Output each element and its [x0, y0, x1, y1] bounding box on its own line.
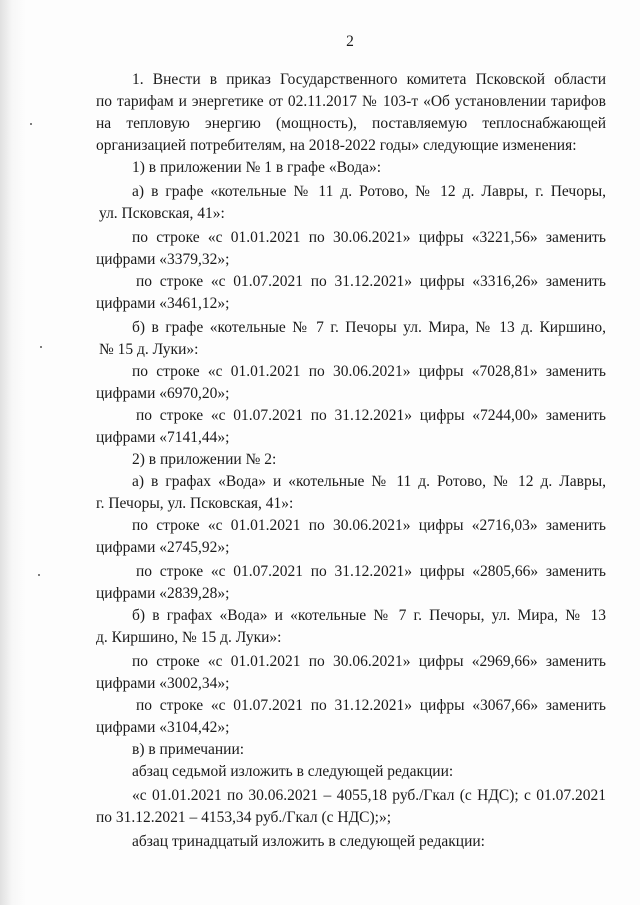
text-line: цифрами «3461,12»;	[96, 295, 230, 312]
text-line: по строке «с 01.07.2021 по 31.12.2021» цифры «3067,66» заменить	[136, 697, 606, 714]
text-line: по строке «с 01.07.2021 по 31.12.2021» цифры «7244,00» заменить	[136, 407, 606, 424]
text-line: абзац седьмой изложить в следующей редакции:	[132, 763, 454, 780]
scan-left-edge-shadow	[0, 0, 26, 905]
text-line: по тарифам и энергетике от 02.11.2017 № 103-т «Об установлении тарифов	[96, 93, 606, 110]
scan-artifact-dot	[38, 574, 40, 576]
text-line: б) в графах «Вода» и «котельные № 7 г. Печоры, ул. Мира, № 13	[132, 607, 606, 624]
text-line: по строке «с 01.01.2021 по 30.06.2021» цифры «2716,03» заменить	[132, 517, 606, 534]
text-line: «с 01.01.2021 по 30.06.2021 – 4055,18 руб./Гкал (с НДС); с 01.07.2021	[132, 787, 606, 804]
scan-artifact-dot	[40, 346, 42, 348]
text-line: № 15 д. Луки»:	[99, 341, 199, 358]
page-number: 2	[346, 33, 354, 50]
text-line: на тепловую энергию (мощность), поставляемую теплоснабжающей	[96, 115, 606, 132]
text-line: по строке «с 01.01.2021 по 30.06.2021» цифры «2969,66» заменить	[132, 653, 606, 670]
text-line: ул. Псковская, 41»:	[99, 205, 225, 222]
text-line: 1. Внести в приказ Государственного комитета Псковской области	[132, 71, 606, 88]
text-line: г. Печоры, ул. Псковская, 41»:	[96, 495, 294, 512]
text-line: по строке «с 01.07.2021 по 31.12.2021» цифры «3316,26» заменить	[136, 273, 606, 290]
text-line: по 31.12.2021 – 4153,34 руб./Гкал (с НДС);»;	[96, 809, 392, 826]
text-line: по строке «с 01.07.2021 по 31.12.2021» цифры «2805,66» заменить	[136, 563, 606, 580]
text-line: цифрами «3379,32»;	[96, 251, 230, 268]
text-line: цифрами «2839,28»;	[96, 585, 230, 602]
text-line: цифрами «3104,42»;	[96, 719, 230, 736]
text-line: цифрами «7141,44»;	[96, 429, 230, 446]
text-line: а) в графе «котельные № 11 д. Ротово, № 12 д. Лавры, г. Печоры,	[132, 183, 606, 200]
text-line: б) в графе «котельные № 7 г. Печоры ул. Мира, № 13 д. Киршино,	[132, 319, 606, 336]
text-line: по строке «с 01.01.2021 по 30.06.2021» цифры «7028,81» заменить	[132, 363, 606, 380]
text-line: 2) в приложении № 2:	[132, 451, 277, 468]
text-line: цифрами «2745,92»;	[96, 539, 230, 556]
text-line: цифрами «6970,20»;	[96, 385, 230, 402]
scan-artifact-dot	[30, 123, 32, 125]
text-line: а) в графах «Вода» и «котельные № 11 д. Ротово, № 12 д. Лавры,	[132, 473, 606, 490]
text-line: цифрами «3002,34»;	[96, 675, 230, 692]
text-line: абзац тринадцатый изложить в следующей редакции:	[132, 833, 485, 850]
text-line: в) в примечании:	[132, 741, 245, 758]
text-line: д. Киршино, № 15 д. Луки»:	[96, 629, 282, 646]
text-line: 1) в приложении № 1 в графе «Вода»:	[132, 159, 382, 176]
text-line: по строке «с 01.01.2021 по 30.06.2021» цифры «3221,56» заменить	[132, 229, 606, 246]
text-line: организацией потребителям, на 2018-2022 годы» следующие изменения:	[96, 137, 577, 154]
